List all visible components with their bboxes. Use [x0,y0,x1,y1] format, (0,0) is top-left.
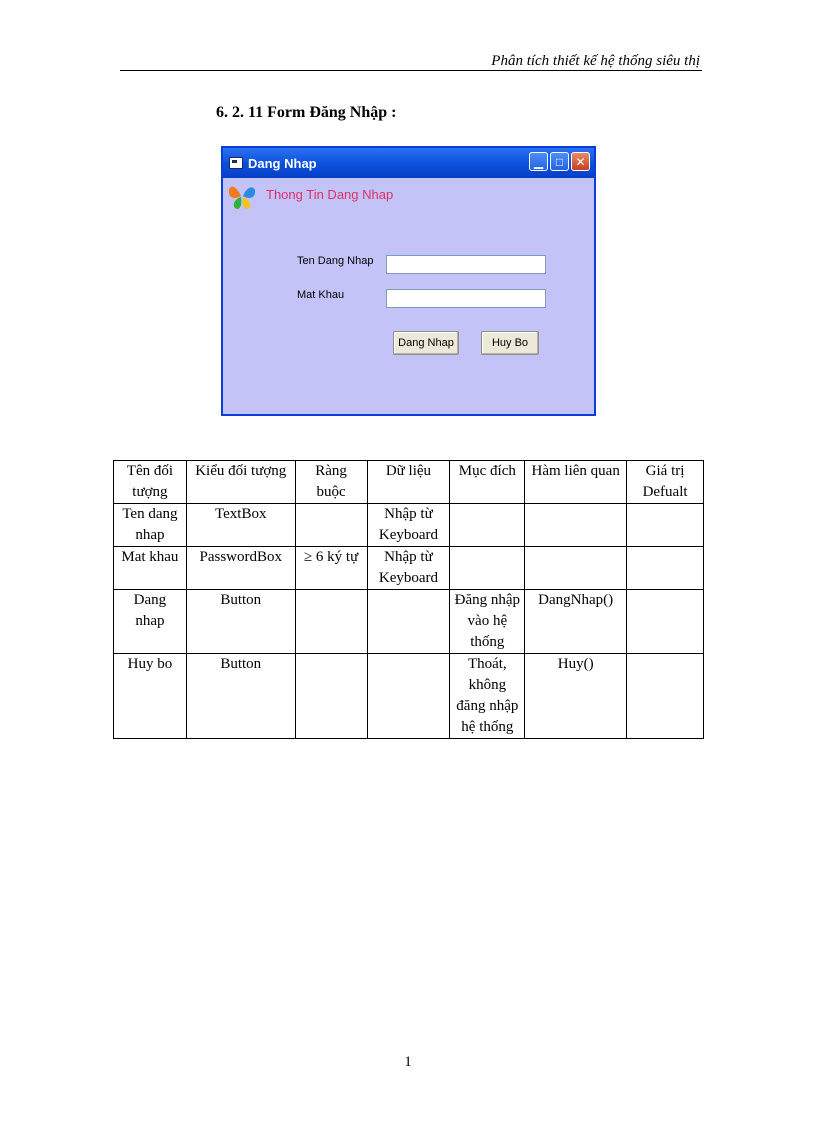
table-header-cell: Tên đối tượng [114,461,187,504]
table-cell [295,654,367,739]
logo-icon [226,181,258,211]
page-number: 1 [404,1054,412,1070]
table-header-cell: Dữ liệu [367,461,450,504]
table-cell: DangNhap() [525,590,627,654]
table-row [114,504,704,547]
table-row [114,547,704,590]
app-icon [229,157,243,169]
table-header-cell: Kiểu đối tượng [186,461,295,504]
form-header: Thong Tin Dang Nhap [266,187,394,202]
table-cell: Mat khau [114,547,187,590]
table-cell: Huy bo [114,654,187,739]
table-cell [627,547,704,590]
object-spec-table [113,460,704,739]
table-header-cell: Giá trị Defualt [627,461,704,504]
table-header-cell: Hàm liên quan [525,461,627,504]
password-input[interactable] [386,289,546,308]
login-button[interactable]: Dang Nhap [393,331,459,355]
table-header-cell: Ràng buộc [295,461,367,504]
header-rule [120,70,702,71]
table-cell: PasswordBox [186,547,295,590]
table-cell [627,654,704,739]
table-cell [450,547,525,590]
table-cell: ≥ 6 ký tự [295,547,367,590]
password-label: Mat Khau [297,289,345,301]
table-cell [367,654,450,739]
table-header-row [114,461,704,504]
table-cell [295,504,367,547]
login-window [221,146,596,416]
table-cell [367,590,450,654]
window-titlebar[interactable] [223,148,594,178]
table-cell: Button [186,590,295,654]
table-cell [450,504,525,547]
table-cell: Đăng nhập vào hệ thống [450,590,525,654]
section-heading: 6. 2. 11 Form Đăng Nhập : [216,104,397,121]
window-controls [529,152,590,171]
table-row [114,654,704,739]
table-cell: Ten dang nhap [114,504,187,547]
close-icon[interactable]: ✕ [571,152,590,171]
table-header-cell: Mục đích [450,461,525,504]
minimize-icon[interactable]: ▁ [529,152,548,171]
table-cell [295,590,367,654]
table-cell [627,504,704,547]
running-header: Phân tích thiết kế hệ thống siêu thị [491,53,700,69]
table-cell: Button [186,654,295,739]
table-cell: Nhập từ Keyboard [367,547,450,590]
table-cell: Huy() [525,654,627,739]
username-label: Ten Dang Nhap [297,255,374,267]
table-cell [525,547,627,590]
username-input[interactable] [386,255,546,274]
table-cell: Thoát, không đăng nhập hệ thống [450,654,525,739]
table-cell [627,590,704,654]
table-cell [525,504,627,547]
table-cell: Dang nhap [114,590,187,654]
maximize-icon[interactable]: □ [550,152,569,171]
table-row [114,590,704,654]
table-cell: TextBox [186,504,295,547]
cancel-button[interactable]: Huy Bo [481,331,539,355]
window-title: Dang Nhap [248,155,317,171]
table-cell: Nhập từ Keyboard [367,504,450,547]
